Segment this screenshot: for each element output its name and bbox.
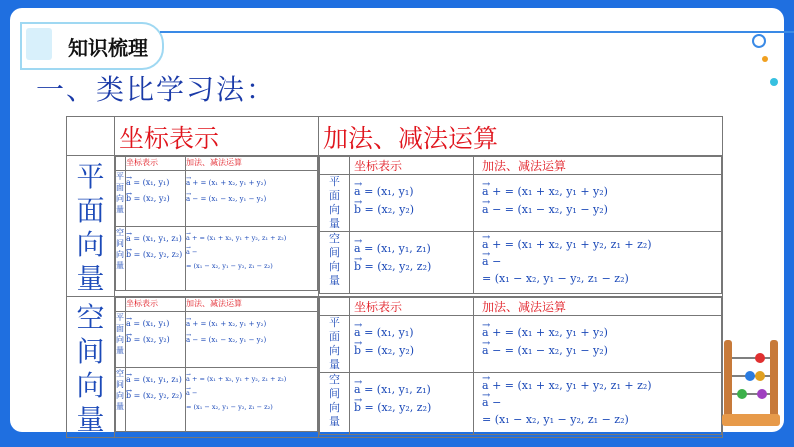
abacus-icon	[720, 336, 782, 428]
decor-dot	[752, 34, 766, 48]
thumb-plane: 坐标表示 加法、减法运算 平面向量 → a = (x₁, y₁) → b = (x₂, y₂) → a + = (x₁ + x₂, y₁ + y₂) → a − = (x₁ − x₂, y₁ − y₂) 空间向量 → a = (x₁, y₁, z₁) → b = (x₂, y₂, z₂) → a + = (x₁ + x₂, y₁ + y₂, z₁ + z₂) → a − = (x₁ − x₂, y₁ − y₂, z₁ − z₂)	[115, 156, 319, 297]
decor-dot	[762, 56, 768, 62]
row-label-text: 平面向量	[76, 160, 105, 295]
header-ops: 加法、减法运算	[319, 117, 723, 156]
row-label-space	[67, 297, 115, 438]
corner-cell	[67, 117, 115, 156]
page-heading: 一、类比学习法：	[36, 73, 277, 106]
header-coord: 坐标表示	[115, 117, 319, 156]
detail-space: 坐标表示 加法、减法运算 平面向量 → a = (x₁, y₁) → b = (x₂, y₂) → a + = (x₁ + x₂, y₁ + y₂) → a − = (x₁ − x₂, y₁ − y₂) 空间向量 → a = (x₁, y₁, z₁) → b = (x₂, y₂, z₂) → a + = (x₁ + x₂, y₁ + y₂, z₁ + z₂) → a − = (x₁ − x₂, y₁ − y₂, z₁ − z₂)	[319, 297, 723, 438]
top-rule	[160, 31, 794, 39]
comparison-table	[66, 116, 723, 438]
tag-chip	[26, 28, 52, 60]
section-tag-label: 知识梳理	[68, 36, 148, 60]
row-label-plane	[67, 156, 115, 297]
decor-dot	[770, 78, 778, 86]
thumb-space: 坐标表示 加法、减法运算 平面向量 → a = (x₁, y₁) → b = (x₂, y₂) → a + = (x₁ + x₂, y₁ + y₂) → a − = (x₁ − x₂, y₁ − y₂) 空间向量 → a = (x₁, y₁, z₁) → b = (x₂, y₂, z₂) → a + = (x₁ + x₂, y₁ + y₂, z₁ + z₂) → a − = (x₁ − x₂, y₁ − y₂, z₁ − z₂)	[115, 297, 319, 438]
section-tag	[20, 22, 164, 70]
detail-plane: 坐标表示 加法、减法运算 平面向量 → a = (x₁, y₁) → b = (x₂, y₂) → a + = (x₁ + x₂, y₁ + y₂) → a − = (x₁ − x₂, y₁ − y₂) 空间向量 → a = (x₁, y₁, z₁) → b = (x₂, y₂, z₂) → a + = (x₁ + x₂, y₁ + y₂, z₁ + z₂) → a − = (x₁ − x₂, y₁ − y₂, z₁ − z₂)	[319, 156, 723, 297]
row-label-text: 空间向量	[76, 301, 105, 436]
